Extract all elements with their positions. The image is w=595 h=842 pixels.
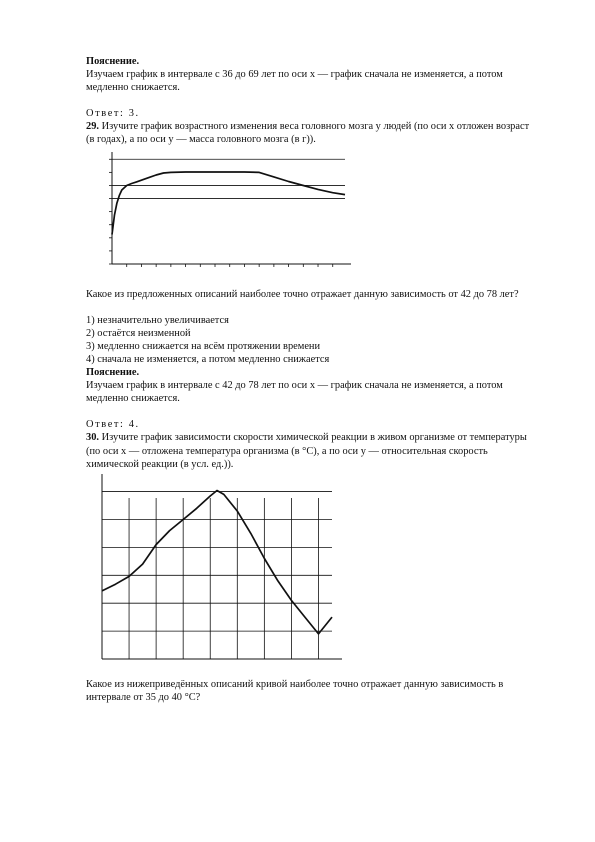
answer-line: Ответ: 3. xyxy=(86,108,140,120)
task29-prompt: Какое из предложенных описаний наиболее точно отражает данную зависимость от 42 до 78 лет? xyxy=(86,288,519,300)
explanation-heading: Пояснение. xyxy=(86,367,140,379)
task30-prompt: Какое из нижеприведённых описаний кривой наиболее точно отражает данную зависимость в интервале от 35 до 40 °С? xyxy=(86,678,504,703)
brain-weight-chart xyxy=(86,148,361,288)
series-line xyxy=(102,490,332,633)
task30-question xyxy=(86,431,536,470)
task29-question-text: Изучите график возрастного изменения веса головного мозга у людей (по оси x отложен возраст (в годах), а по оси y — масса головного мозга (в г)). xyxy=(86,121,530,146)
explanation-text: Изучаем график в интервале с 36 до 69 лет по оси x — график сначала не изменяется, а потом медленно снижается. xyxy=(86,69,503,94)
task-number: 30. xyxy=(86,432,99,444)
answer-option-2: 2) остаётся неизменной xyxy=(86,327,191,339)
series-line xyxy=(112,172,345,235)
task29-question xyxy=(86,120,536,146)
explanation-heading: Пояснение. xyxy=(86,56,140,67)
answer-option-1: 1) незначительно увеличивается xyxy=(86,314,229,326)
task30-question-text: Изучите график зависимости скорости химической реакции в живом организме от температуры (по оси x — отложена температура организма (в °С), а по оси y — относительная скорость химической реакции (в усл. ед.)). xyxy=(86,432,527,470)
answer-option-4: 4) сначала не изменяется, а потом медленно снижается xyxy=(86,353,330,365)
answer-line: Ответ: 4. xyxy=(86,419,140,431)
task-number: 29. xyxy=(86,121,99,133)
reaction-rate-chart xyxy=(84,473,346,678)
explanation-text: Изучаем график в интервале с 42 до 78 лет по оси x — график сначала не изменяется, а потом медленно снижается. xyxy=(86,380,503,405)
document-page xyxy=(86,55,536,704)
answer-option-3: 3) медленно снижается на всём протяжении времени xyxy=(86,340,321,352)
